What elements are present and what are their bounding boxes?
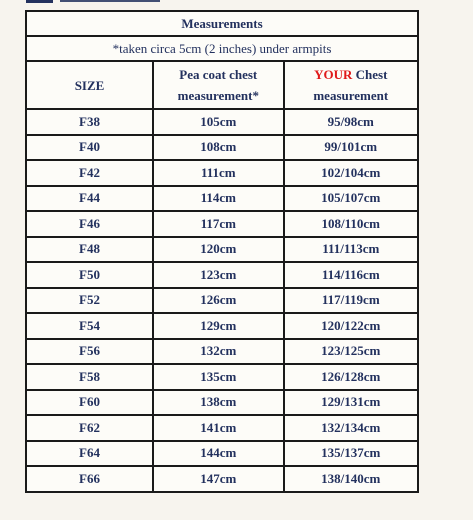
table-row <box>26 211 418 237</box>
table-row <box>26 288 418 314</box>
clipped-header-fragment <box>26 0 166 3</box>
table-row <box>26 339 418 365</box>
table-row <box>26 160 418 186</box>
size-cell: F40 <box>26 135 153 161</box>
table-row <box>26 415 418 441</box>
size-cell: F42 <box>26 160 153 186</box>
header-pea-coat <box>153 61 284 109</box>
your-chest-cell: 102/104cm <box>284 160 418 186</box>
your-chest-cell: 123/125cm <box>284 339 418 365</box>
pea-coat-cell: 120cm <box>153 237 284 263</box>
size-cell: F46 <box>26 211 153 237</box>
table-row <box>26 466 418 492</box>
table-row <box>26 135 418 161</box>
header-size: SIZE <box>26 61 153 109</box>
header-your-rest: Chest <box>352 67 388 82</box>
table-row <box>26 364 418 390</box>
size-cell: F56 <box>26 339 153 365</box>
pea-coat-cell: 132cm <box>153 339 284 365</box>
your-chest-cell: 95/98cm <box>284 109 418 135</box>
pea-coat-cell: 129cm <box>153 313 284 339</box>
size-cell: F44 <box>26 186 153 212</box>
table-row <box>26 262 418 288</box>
measurements-table <box>25 10 419 493</box>
table-row <box>26 237 418 263</box>
pea-coat-cell: 135cm <box>153 364 284 390</box>
table-row <box>26 109 418 135</box>
size-cell: F38 <box>26 109 153 135</box>
table-row <box>26 186 418 212</box>
note-row <box>26 36 418 61</box>
pea-coat-cell: 144cm <box>153 441 284 467</box>
header-pea-coat-line2: measurement* <box>177 88 259 103</box>
measurement-note: *taken circa 5cm (2 inches) under armpits <box>26 36 418 61</box>
size-cell: F66 <box>26 466 153 492</box>
pea-coat-cell: 105cm <box>153 109 284 135</box>
size-cell: F50 <box>26 262 153 288</box>
table-row <box>26 313 418 339</box>
size-cell: F48 <box>26 237 153 263</box>
pea-coat-cell: 117cm <box>153 211 284 237</box>
your-chest-cell: 132/134cm <box>284 415 418 441</box>
your-chest-cell: 111/113cm <box>284 237 418 263</box>
clipped-text-fragment <box>60 0 160 2</box>
title-row <box>26 11 418 36</box>
your-chest-cell: 105/107cm <box>284 186 418 212</box>
table-row <box>26 390 418 416</box>
your-chest-cell: 120/122cm <box>284 313 418 339</box>
pea-coat-cell: 141cm <box>153 415 284 441</box>
pea-coat-cell: 111cm <box>153 160 284 186</box>
your-chest-cell: 117/119cm <box>284 288 418 314</box>
table-title: Measurements <box>26 11 418 36</box>
table-row <box>26 441 418 467</box>
your-chest-cell: 99/101cm <box>284 135 418 161</box>
your-chest-cell: 138/140cm <box>284 466 418 492</box>
your-chest-cell: 135/137cm <box>284 441 418 467</box>
size-cell: F60 <box>26 390 153 416</box>
pea-coat-cell: 108cm <box>153 135 284 161</box>
header-pea-coat-line1: Pea coat chest <box>179 67 258 82</box>
header-your-highlight: YOUR <box>314 67 353 82</box>
your-chest-cell: 108/110cm <box>284 211 418 237</box>
size-cell: F64 <box>26 441 153 467</box>
size-cell: F58 <box>26 364 153 390</box>
header-your-line2: measurement <box>313 88 389 103</box>
pea-coat-cell: 126cm <box>153 288 284 314</box>
pea-coat-cell: 147cm <box>153 466 284 492</box>
your-chest-cell: 129/131cm <box>284 390 418 416</box>
your-chest-cell: 126/128cm <box>284 364 418 390</box>
size-cell: F54 <box>26 313 153 339</box>
your-chest-cell: 114/116cm <box>284 262 418 288</box>
pea-coat-cell: 114cm <box>153 186 284 212</box>
pea-coat-cell: 123cm <box>153 262 284 288</box>
pea-coat-cell: 138cm <box>153 390 284 416</box>
clipped-underline <box>26 0 53 3</box>
size-cell: F52 <box>26 288 153 314</box>
header-your-chest <box>284 61 418 109</box>
size-cell: F62 <box>26 415 153 441</box>
header-row <box>26 61 418 109</box>
